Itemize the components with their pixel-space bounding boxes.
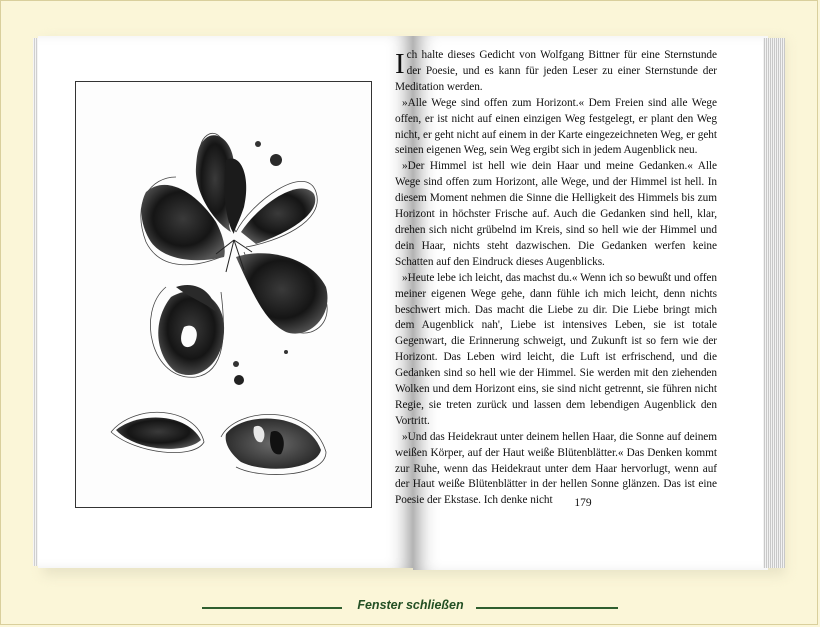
footer-rule-left	[202, 607, 342, 609]
page-number: 179	[574, 497, 592, 509]
paragraph-2: »Alle Wege sind offen zum Horizont.« Dem Freien sind alle Wege offen, er ist nicht auf einen einzigen Weg festgelegt, er plant den Weg nicht, er geht nicht auf einem in der Karte eingezeichneten Weg, er geht seinen eigenen Weg, sein Weg ergibt sich in jedem Augenblick neu.	[395, 96, 717, 157]
page-text	[395, 48, 717, 509]
footer	[0, 596, 820, 618]
left-page	[38, 36, 413, 568]
ink-flower-illustration	[76, 82, 371, 507]
paragraph-3: »Der Himmel ist hell wie dein Haar und meine Gedanken.« Alle Wege sind offen zum Horizont, alle Wege, und der Himmel ist hell. In diesem Moment nehmen die Sinne die Helligkeit des Himmels bis zum Horizont in höchster Frische auf. Auch die Gedanken sind hell, klar, drehen sich nicht grübelnd im Kreis, sind so hell wie der Himmel und dein Haar, nichts steht dazwischen. Die Gedanken werfen keine Schatten auf den Eindruck dieses Augenblicks.	[395, 160, 717, 268]
close-window-link[interactable]: Fenster schließen	[357, 598, 464, 612]
illustration-frame	[75, 81, 372, 508]
right-page-edges	[763, 38, 785, 568]
paragraph-4: »Heute lebe ich leicht, das machst du.« Wenn ich so bewußt und offen meiner eigenen Wege gehe, dann fühle ich mich leicht, denn nichts beschwert mich. Das macht die Liebe zu dir. Die Liebe bringt mich dem Augenblick nah', Liebe ist intensives Leben, sie ist totale Gegenwart, die Erinnerung schweigt, und Zukunft ist so fern wie der Horizont. Das Leben wird leicht, die Luft ist erfrischend, und die Gedanken sind so hell wie der Himmel. Sie werden mit den ziehenden Wolken und dem Horizont eins, sie sind nicht getrennt, sie führen nicht Regie, sie treten zurück und lassen dem lebendigen Augenblick den Vortritt.	[395, 271, 717, 427]
paragraph-1	[395, 48, 717, 96]
paragraph-5: »Und das Heidekraut unter deinem hellen Haar, die Sonne auf deinem weißen Körper, auf der Haut weiße Blütenblätter.« Das Denken kommt zur Ruhe, wenn das Heidekraut unter dem Haar hervorlugt, wenn auf der Haut weiße Blütenblätter in der hellen Sonne glänzen. Das ist eine Poesie der Ekstase. Ich denke nicht	[395, 430, 717, 507]
drop-cap: I	[395, 48, 405, 80]
footer-rule-right	[476, 607, 618, 609]
paragraph-1-text: ch halte dieses Gedicht von Wolfgang Bittner für eine Sternstunde der Poesie, und es kann für jeden Leser zu einer Sternstunde der Meditation werden.	[395, 49, 717, 93]
